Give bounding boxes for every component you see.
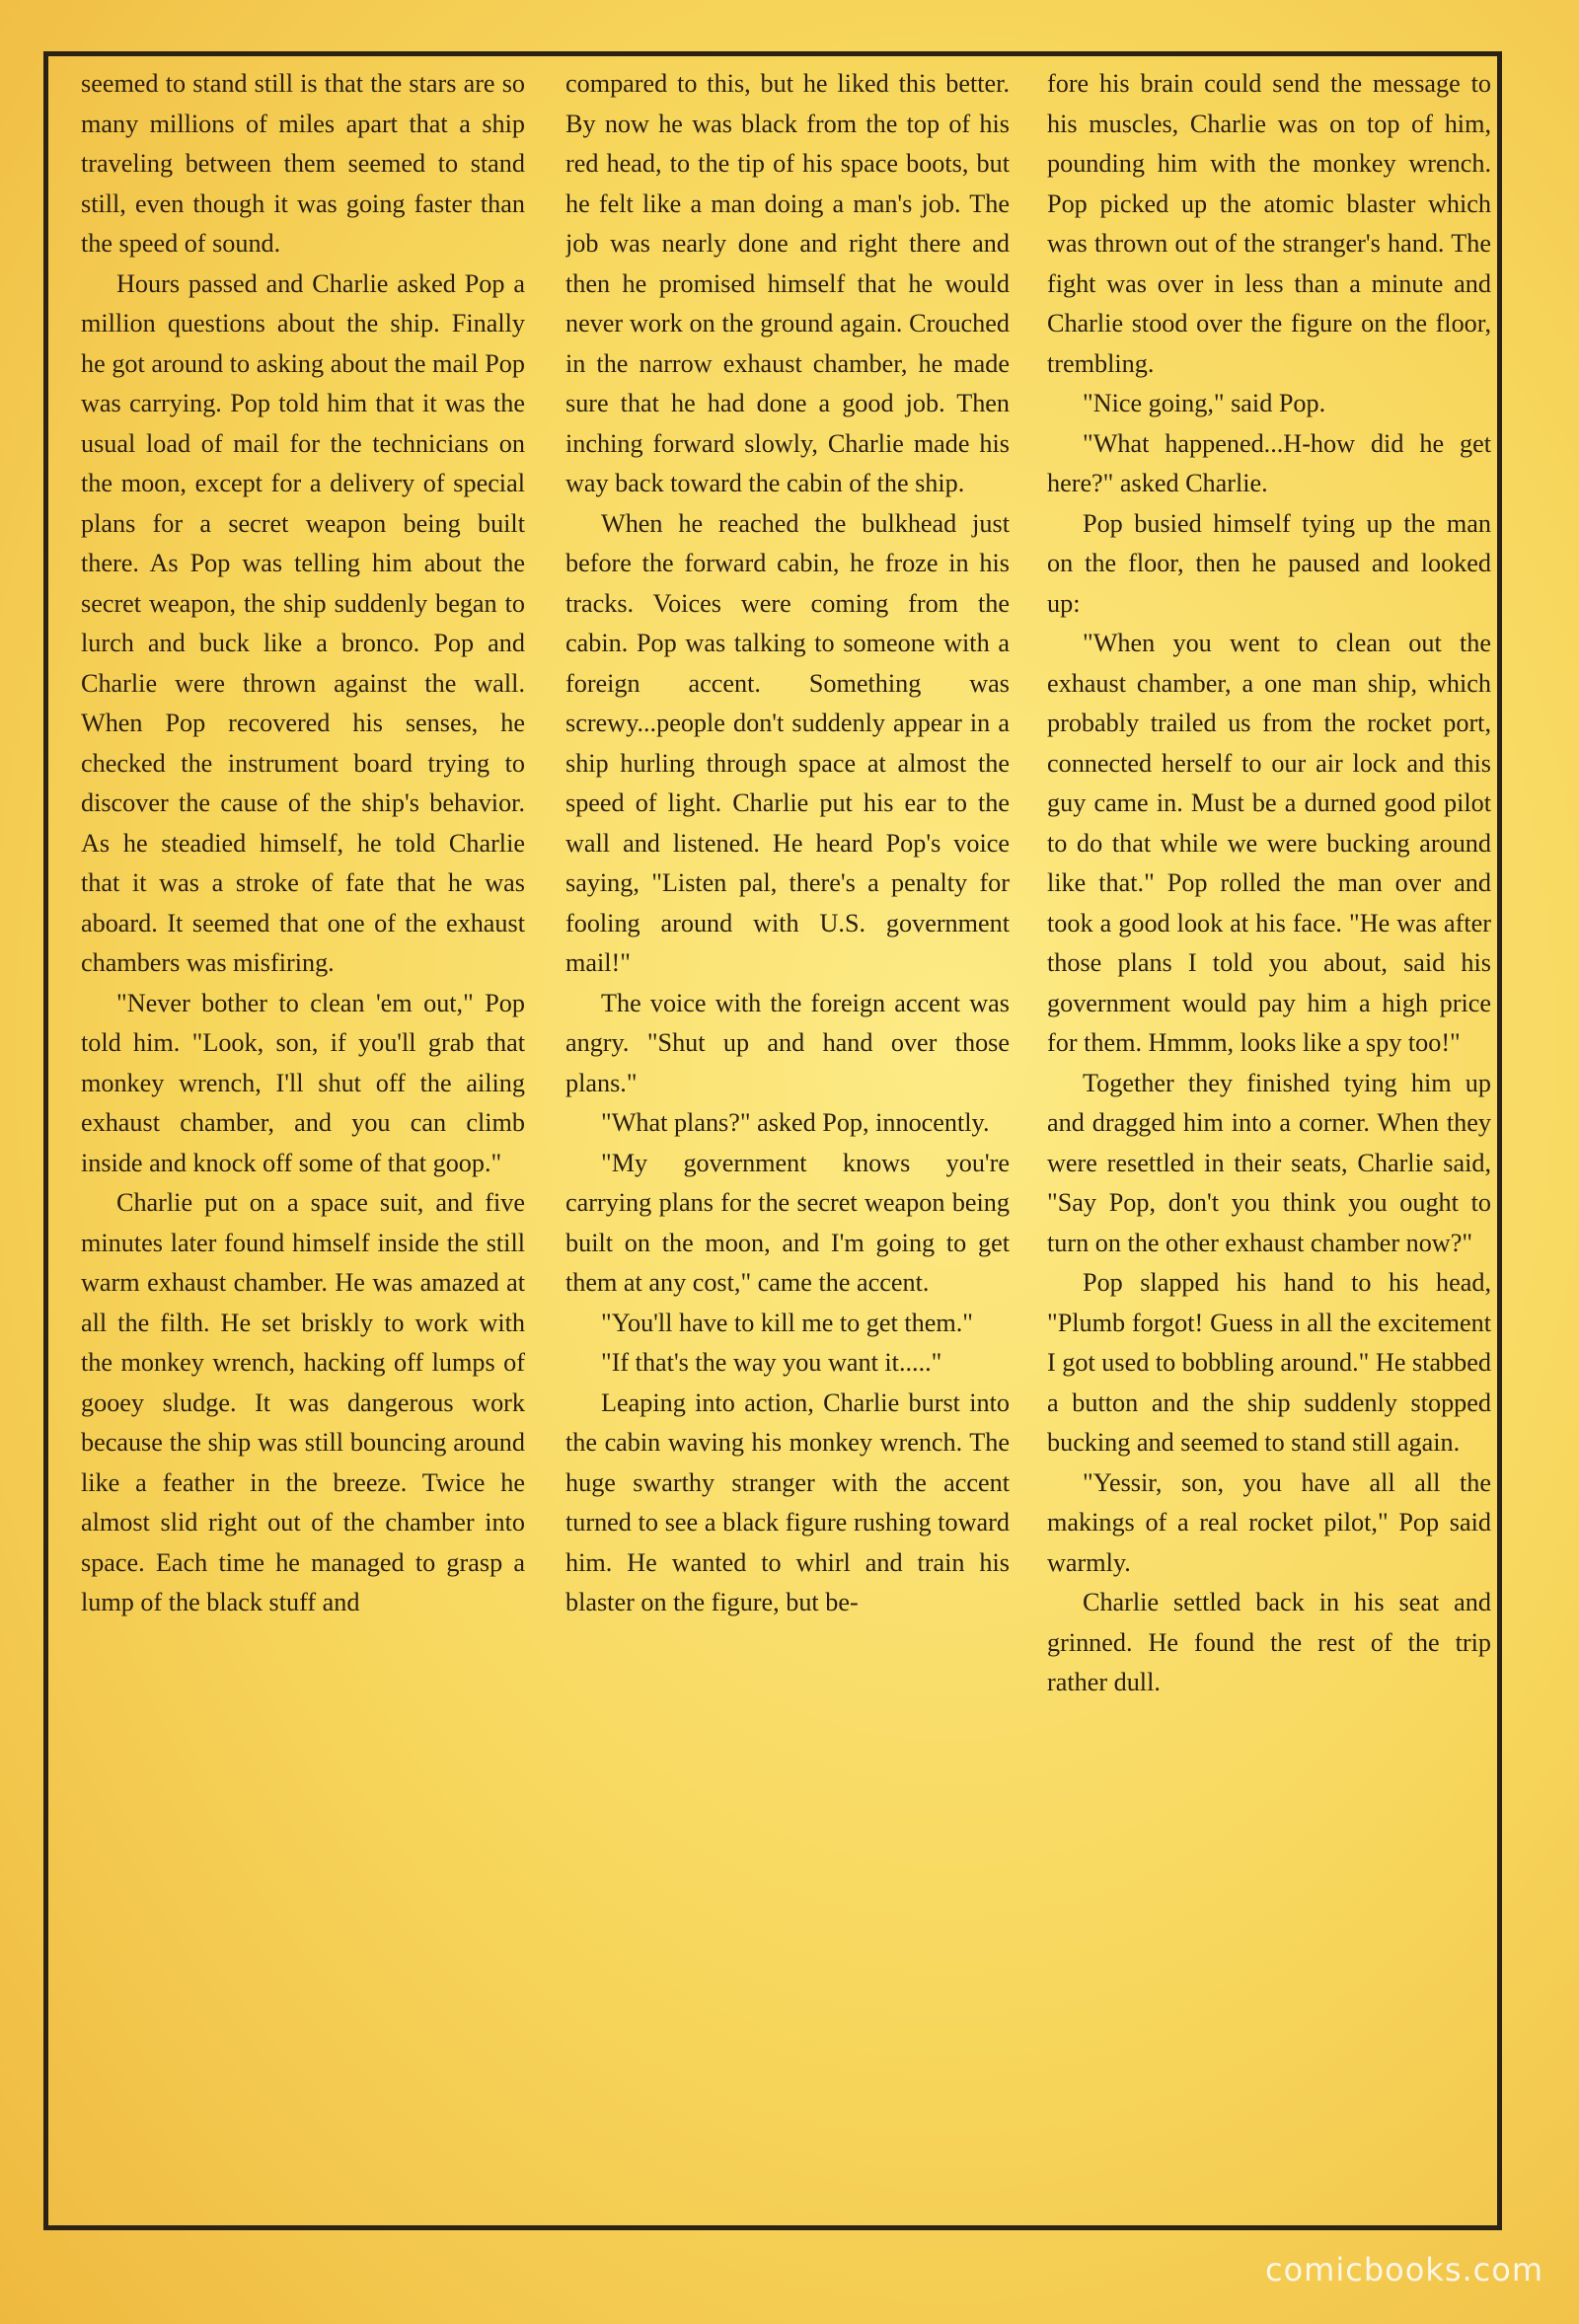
paragraph: Pop busied himself tying up the man on the floor, then he paused and looked up:: [1047, 508, 1491, 618]
text-column-2: [565, 64, 1010, 2223]
paragraph: compared to this, but he liked this better. By now he was black from the top of his red head, to the tip of his space boots, but he felt like a man doing a man's job. The job was nearly done and right there and then he promised himself that he would never work on the ground again. Crouched in the narrow exhaust chamber, he made sure that he had done a good job. Then inching forward slowly, Charlie made his way back toward the cabin of the ship.: [565, 69, 1010, 497]
paragraph: "What plans?" asked Pop, innocently.: [601, 1108, 990, 1137]
site-watermark: comicbooks.com: [1264, 2251, 1543, 2288]
paragraph: Hours passed and Charlie asked Pop a million questions about the ship. Finally he got around to asking about the mail Pop was carrying. Pop told him that it was the usual load of mail for the technicians on the moon, except for a delivery of special plans for a secret weapon being built there. As Pop was telling him about the secret weapon, the ship suddenly began to lurch and buck like a bronco. Pop and Charlie were thrown against the wall. When Pop recovered his senses, he checked the instrument board trying to discover the cause of the ship's behavior. As he steadied himself, he told Charlie that it was a stroke of fate that he was aboard. It seemed that one of the exhaust chambers was misfiring.: [81, 268, 525, 977]
paragraph: "What happened...H-how did he get here?" asked Charlie.: [1047, 428, 1491, 497]
text-column-3: [1047, 64, 1491, 2223]
paragraph: "You'll have to kill me to get them.": [601, 1308, 973, 1337]
paragraph: Pop slapped his hand to his head, "Plumb forgot! Guess in all the excitement I got used to bobbling around." He stabbed a button and the ship suddenly stopped bucking and seemed to stand still again.: [1047, 1268, 1491, 1457]
paragraph: The voice with the foreign accent was angry. "Shut up and hand over those plans.": [565, 988, 1010, 1097]
paragraph: Charlie put on a space suit, and five minutes later found himself inside the still warm exhaust chamber. He was amazed at all the filth. He set briskly to work with the monkey wrench, hacking off lumps of gooey sludge. It was dangerous work because the ship was still bouncing around like a feather in the breeze. Twice he almost slid right out of the chamber into space. Each time he managed to grasp a lump of the black stuff and: [81, 1188, 525, 1616]
paragraph: "If that's the way you want it.....": [601, 1348, 942, 1377]
text-page-border: [43, 51, 1502, 2230]
paragraph: seemed to stand still is that the stars are so many millions of miles apart that a ship traveling between them seemed to stand still, even though it was going faster than the speed of sound.: [81, 69, 525, 258]
paragraph: Charlie settled back in his seat and grinned. He found the rest of the trip rather dull.: [1047, 1588, 1491, 1696]
paragraph: "When you went to clean out the exhaust chamber, a one man ship, which probably trailed us from the rocket port, connected herself to our air lock and this guy came in. Must be a durned good pilot to do that while we were bucking around like that." Pop rolled the man over and took a good look at his face. "He was after those plans I told you about, said his government would pay him a high price for them. Hmmm, looks like a spy too!": [1047, 629, 1491, 1057]
paragraph: "Never bother to clean 'em out," Pop told him. "Look, son, if you'll grab that monkey wrench, I'll shut off the ailing exhaust chamber, and you can climb inside and knock off some of that goop.": [81, 988, 525, 1177]
paragraph: "My government knows you're carrying plans for the secret weapon being built on the moon, and I'm going to get them at any cost," came the accent.: [565, 1148, 1010, 1297]
paragraph: Together they finished tying him up and dragged him into a corner. When they were resettled in their seats, Charlie said, "Say Pop, don't you think you ought to turn on the other exhaust chamber now?": [1047, 1068, 1491, 1257]
paragraph: "Yessir, son, you have all all the makings of a real rocket pilot," Pop said warmly.: [1047, 1467, 1491, 1577]
paragraph: When he reached the bulkhead just before the forward cabin, he froze in his tracks. Voices were coming from the cabin. Pop was talking to someone with a foreign accent. Something was screwy...people don't suddenly appear in a ship hurling through space at almost the speed of light. Charlie put his ear to the wall and listened. He heard Pop's voice saying, "Listen pal, there's a penalty for fooling around with U.S. government mail!": [565, 508, 1010, 977]
paragraph: Leaping into action, Charlie burst into the cabin waving his monkey wrench. The huge swarthy stranger with the accent turned to see a black figure rushing toward him. He wanted to whirl and train his blaster on the figure, but be-: [565, 1387, 1010, 1616]
text-column-1: [81, 64, 525, 2223]
paragraph: "Nice going," said Pop.: [1083, 389, 1326, 417]
paragraph: fore his brain could send the message to his muscles, Charlie was on top of him, pounding him with the monkey wrench. Pop picked up the atomic blaster which was thrown out of the stranger's hand. The fight was over in less than a minute and Charlie stood over the figure on the floor, trembling.: [1047, 69, 1491, 378]
